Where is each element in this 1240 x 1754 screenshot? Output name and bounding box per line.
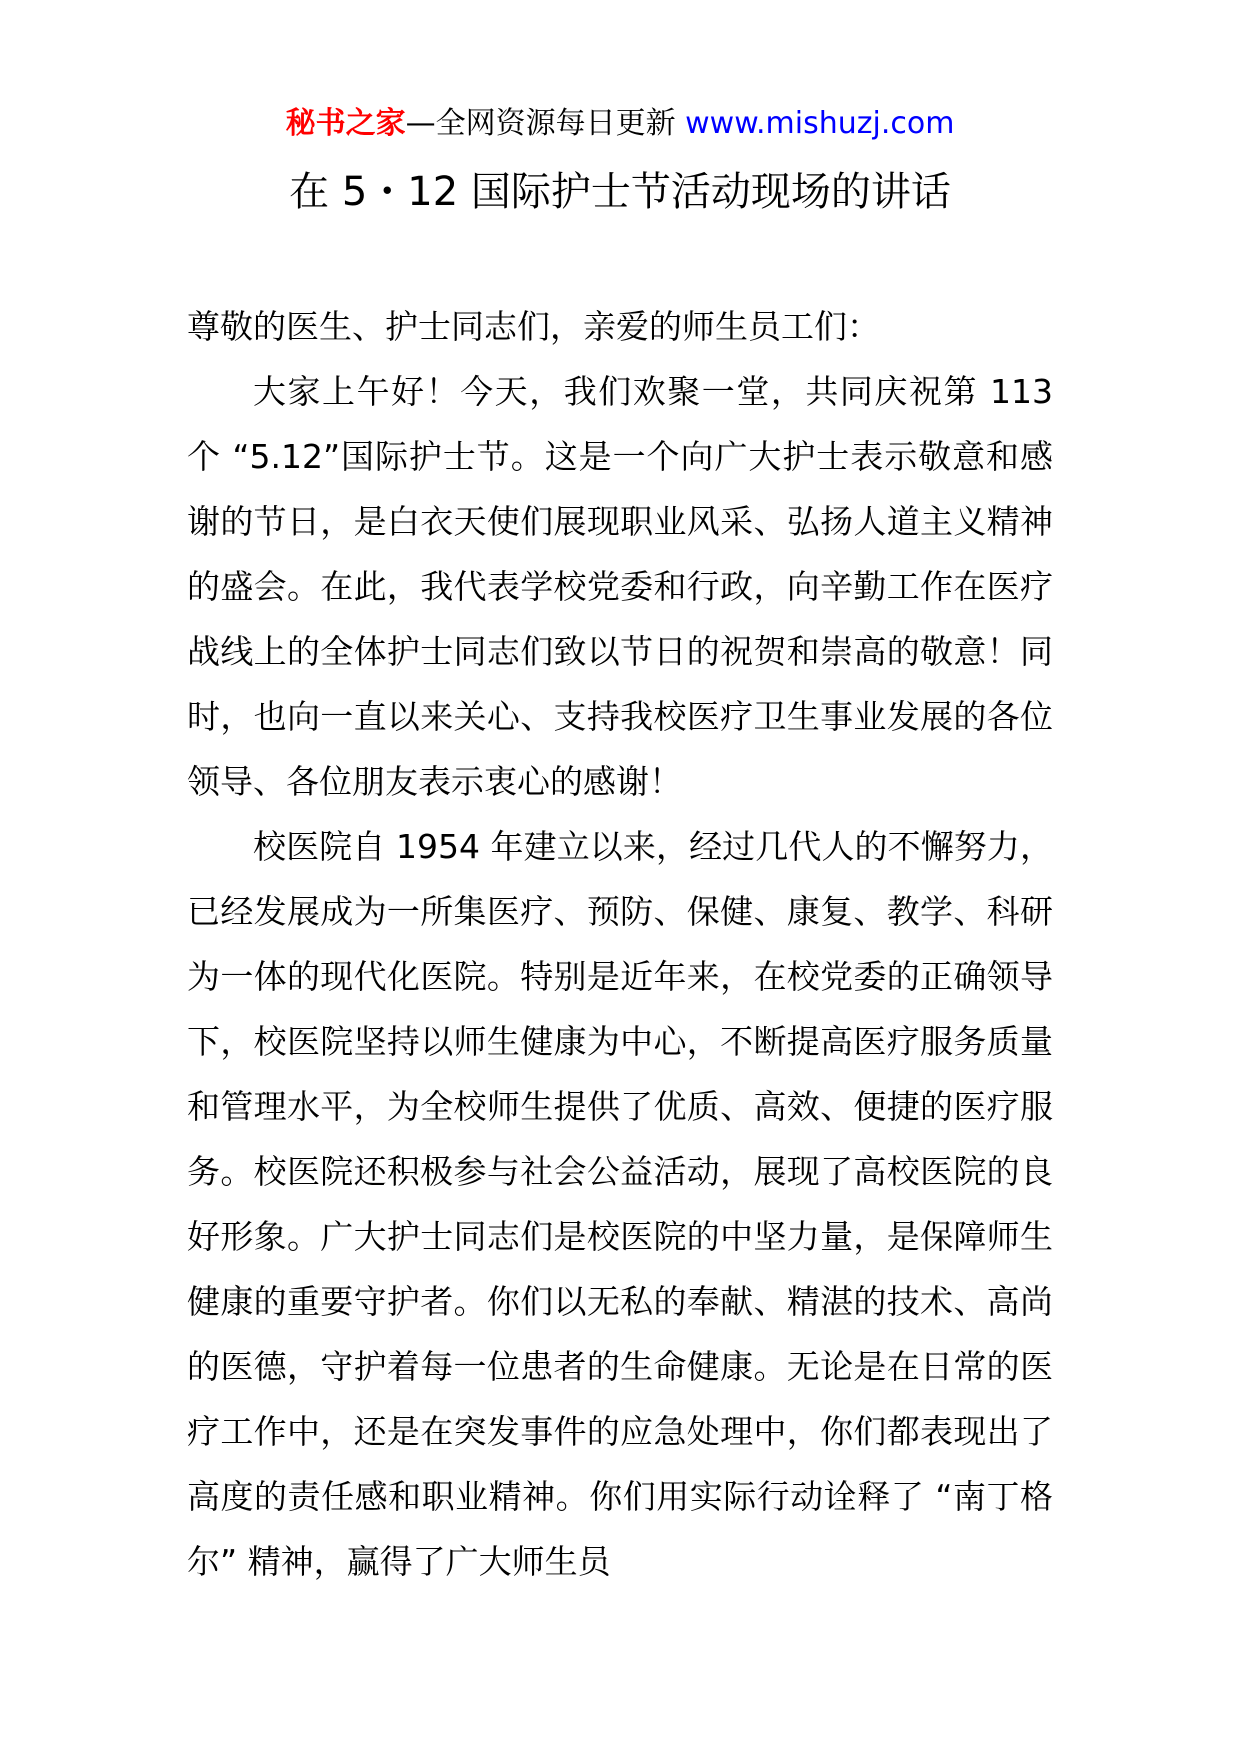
document-body [187, 294, 1053, 1594]
site-url-link[interactable]: www.mishuzj.com [685, 106, 955, 141]
site-banner [0, 100, 1240, 148]
brand-name: 秘书之家 [285, 106, 406, 141]
document-title: 在 5・12 国际护士节活动现场的讲话 [289, 169, 951, 215]
salutation: 尊敬的医生、护士同志们，亲爱的师生员工们： [187, 307, 880, 346]
paragraph-1: 大家上午好！今天，我们欢聚一堂，共同庆祝第 113 个 “5.12”国际护士节。这是一个向广大护士表示敬意和感谢的节日，是白衣天使们展现职业风采、弘扬人道主义精神的盛会。在此，我代表学校党委和行政，向辛勤工作在医疗战线上的全体护士同志们致以节日的祝贺和崇高的敬意！同时，也向一直以来关心、支持我校医疗卫生事业发展的各位领导、各位朋友表示衷心的感谢！ [187, 372, 1053, 801]
banner-slogan: —全网资源每日更新 [405, 106, 676, 141]
paragraph-2: 校医院自 1954 年建立以来，经过几代人的不懈努力，已经发展成为一所集医疗、预防、保健、康复、教学、科研为一体的现代化医院。特别是近年来，在校党委的正确领导下，校医院坚持以师生健康为中心，不断提高医疗服务质量和管理水平，为全校师生提供了优质、高效、便捷的医疗服务。校医院还积极参与社会公益活动，展现了高校医院的良好形象。广大护士同志们是校医院的中坚力量，是保障师生健康的重要守护者。你们以无私的奉献、精湛的技术、高尚的医德，守护着每一位患者的生命健康。无论是在日常的医疗工作中，还是在突发事件的应急处理中，你们都表现出了高度的责任感和职业精神。你们用实际行动诠释了 “南丁格尔” 精神，赢得了广大师生员 [187, 827, 1053, 1581]
